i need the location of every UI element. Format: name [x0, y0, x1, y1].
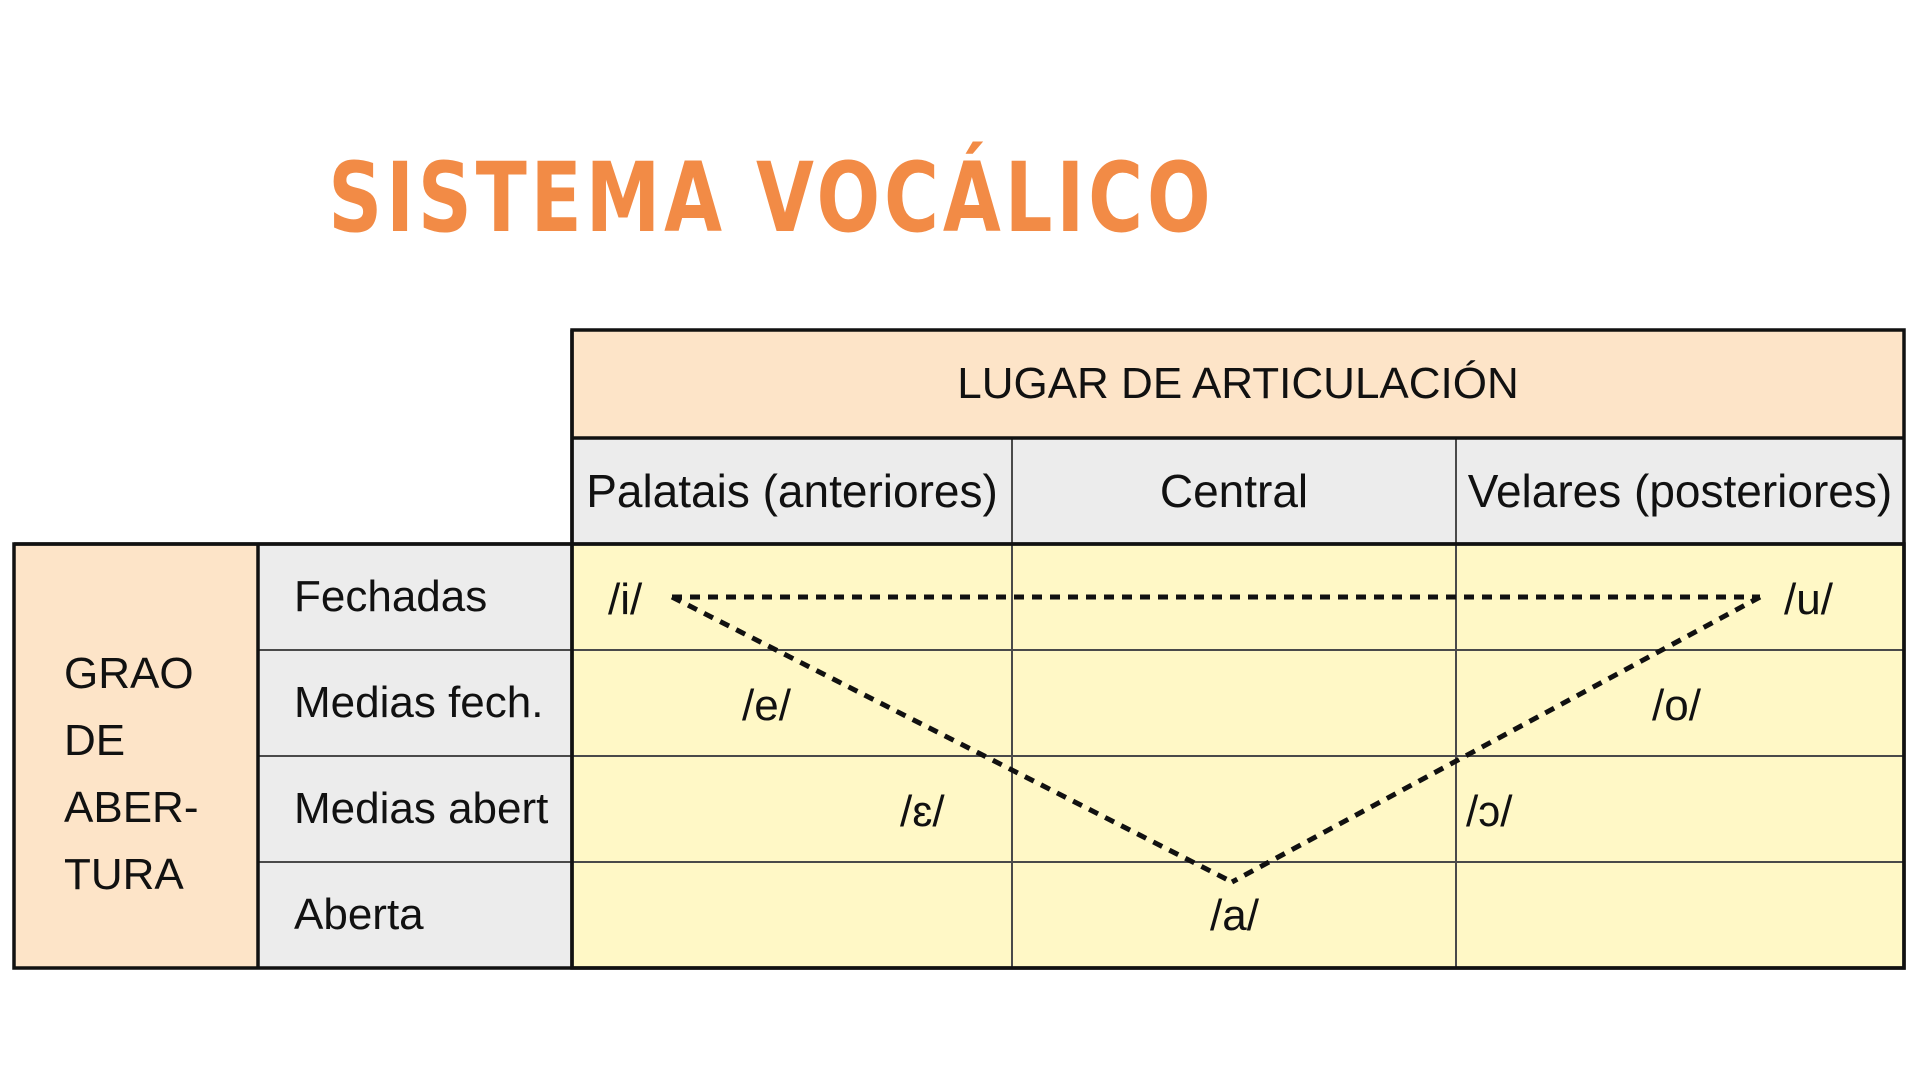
column-header-velar [1456, 438, 1904, 544]
aperture-label-line: GRAO [64, 649, 194, 698]
vowel-u: /u/ [1784, 575, 1833, 624]
vowel-a: /a/ [1210, 891, 1259, 940]
aperture-header [14, 544, 258, 968]
column-header-central [1012, 438, 1456, 544]
row-header-label: Medias abert [294, 784, 549, 833]
row-header-label: Aberta [294, 890, 424, 939]
column-header-label: Velares (posteriores) [1467, 465, 1893, 517]
row-header-label: Medias fech. [294, 678, 544, 727]
row-header-label: Fechadas [294, 572, 488, 621]
place-of-articulation-header [572, 330, 1904, 438]
column-header-label: Palatais (anteriores) [586, 465, 998, 517]
vowel-o: /o/ [1652, 681, 1701, 730]
vowel-open-e: /ɛ/ [900, 787, 945, 836]
row-header-fechadas [258, 544, 572, 650]
place-of-articulation-label: LUGAR DE ARTICULACIÓN [957, 359, 1519, 408]
column-header-palatal [572, 438, 1012, 544]
column-header-label: Central [1159, 465, 1309, 517]
aperture-label-line: ABER- [64, 783, 199, 832]
vowel-open-o: /ɔ/ [1466, 787, 1513, 836]
row-header-medias-fech [258, 650, 572, 756]
aperture-label-line: DE [64, 716, 126, 765]
page-title: SISTEMA VOCÁLICO [328, 142, 1215, 254]
vowel-i: /i/ [608, 575, 643, 624]
row-header-aberta [258, 862, 572, 968]
row-header-medias-abert [258, 756, 572, 862]
aperture-label-line: TURA [64, 850, 184, 899]
vowel-e: /e/ [742, 681, 791, 730]
